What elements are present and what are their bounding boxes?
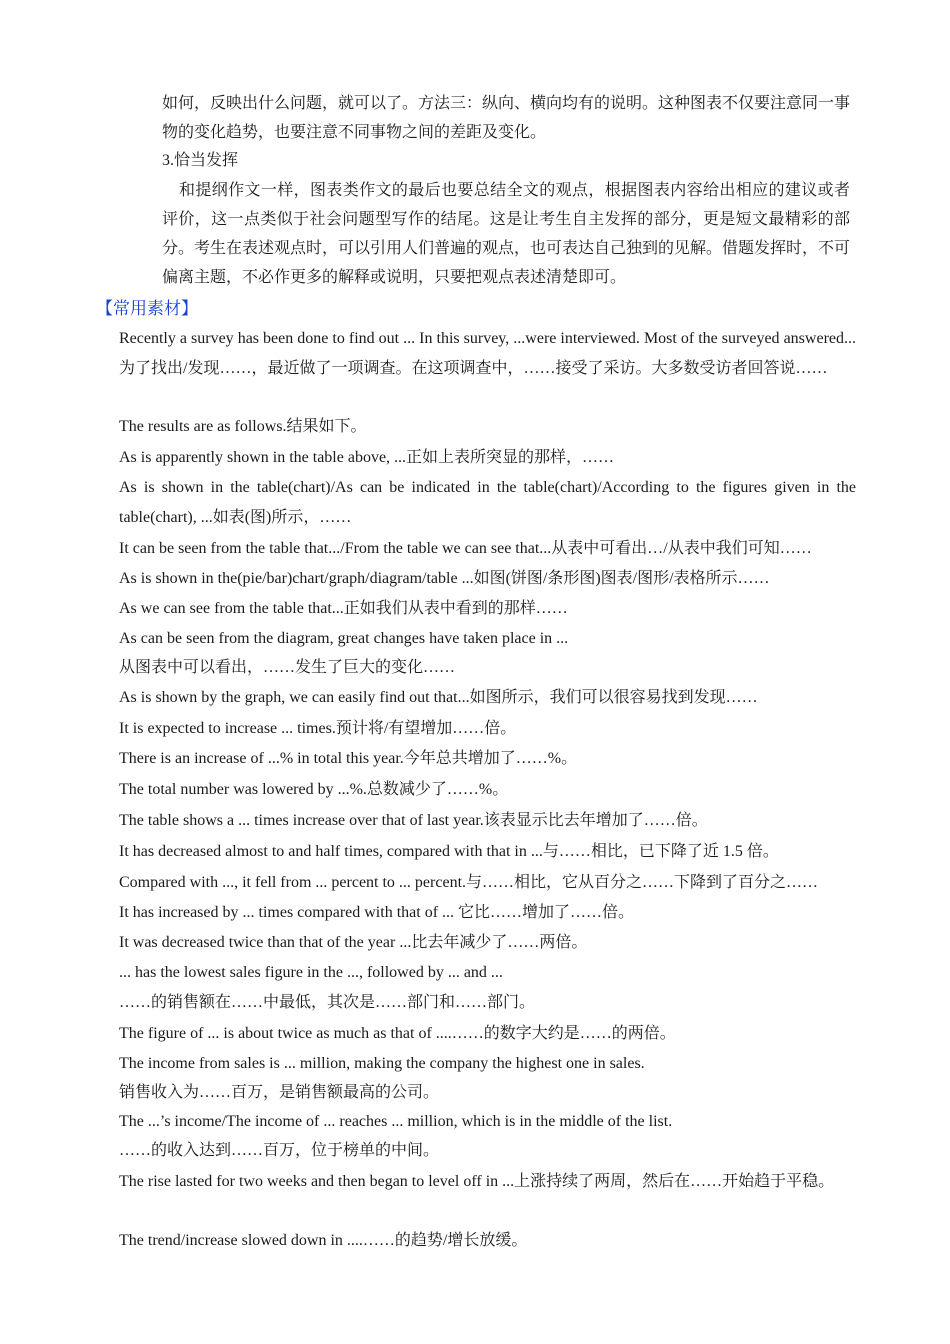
material-item: The income from sales is ... million, making the company the highest one in sales. [119, 1055, 645, 1072]
material-item: As is apparently shown in the table above, ...正如上表所突显的那样，…… [119, 449, 615, 466]
material-item-translation: ……的收入达到……百万，位于榜单的中间。 [119, 1142, 440, 1159]
material-item: Compared with ..., it fell from ... percent to ... percent.与……相比，它从百分之……下降到了百分之…… [119, 874, 819, 891]
material-item-translation: 销售收入为……百万，是销售额最高的公司。 [119, 1084, 440, 1101]
material-item: The trend/increase slowed down in ....……的趋势/增长放缓。 [119, 1232, 528, 1249]
section-title-materials: 【常用素材】 [96, 299, 198, 319]
material-item: It has increased by ... times compared with that of ... 它比……增加了……倍。 [119, 904, 635, 921]
paragraph-method-three: 如何，反映出什么问题，就可以了。方法三：纵向、横向均有的说明。这种图表不仅要注意同一事物的变化趋势，也要注意不同事物之间的差距及变化。 [162, 95, 851, 141]
material-item: The total number was lowered by ...%.总数减少了……%。 [119, 781, 509, 798]
material-item: As is shown in the table(chart)/As can be indicated in the table(chart)/According to the figures given in the table(chart), ...如表(图)所示，…… [119, 479, 856, 526]
material-item: The figure of ... is about twice as much as that of ....……的数字大约是……的两倍。 [119, 1025, 676, 1042]
material-item: As is shown by the graph, we can easily find out that...如图所示，我们可以很容易找到发现…… [119, 689, 758, 706]
paragraph-elaboration: 和提纲作文一样，图表类作文的最后也要总结全文的观点，根据图表内容给出相应的建议或者评价，这一点类似于社会问题型写作的结尾。这是让考生自主发挥的部分，更是短文最精彩的部分。考生在表述观点时，可以引用人们普遍的观点，也可表达自己独到的见解。借题发挥时，不可偏离主题，不必作更多的解释或说明，只要把观点表述清楚即可。 [162, 182, 851, 286]
material-item: It has decreased almost to and half times, compared with that in ...与……相比，已下降了近 1.5 倍。 [119, 843, 779, 860]
material-item: The rise lasted for two weeks and then began to level off in ...上涨持续了两周，然后在……开始趋于平稳。 [119, 1173, 835, 1190]
material-item: As is shown in the(pie/bar)chart/graph/diagram/table ...如图(饼图/条形图)图表/图形/表格所示…… [119, 570, 770, 587]
material-item: It can be seen from the table that.../From the table we can see that...从表中可看出…/从表中我们可知…… [119, 540, 812, 557]
material-item: It was decreased twice than that of the year ...比去年减少了……两倍。 [119, 934, 588, 951]
material-item: There is an increase of ...% in total this year.今年总共增加了……%。 [119, 750, 578, 767]
material-item-translation: ……的销售额在……中最低，其次是……部门和……部门。 [119, 994, 536, 1011]
material-item: As we can see from the table that...正如我们从表中看到的那样…… [119, 600, 568, 617]
material-item: The table shows a ... times increase over that of last year.该表显示比去年增加了……倍。 [119, 812, 708, 829]
material-item: The ...’s income/The income of ... reaches ... million, which is in the middle of the list. [119, 1113, 673, 1130]
material-item: The results are as follows.结果如下。 [119, 418, 367, 435]
subheading-proper-elaboration: 3.恰当发挥 [162, 152, 239, 169]
material-item: ... has the lowest sales figure in the ..., followed by ... and ... [119, 964, 503, 981]
material-item: It is expected to increase ... times.预计将/有望增加……倍。 [119, 720, 517, 737]
material-item: As can be seen from the diagram, great changes have taken place in ... [119, 630, 569, 647]
material-item: Recently a survey has been done to find out ... In this survey, ...were interviewed. Most of the surveyed answered...为了找出/发现……，最近做了一项调查。在这项调查中，……接受了采访。大多数受访者回答说…… [119, 330, 856, 377]
material-item-translation: 从图表中可以看出，……发生了巨大的变化…… [119, 659, 456, 676]
